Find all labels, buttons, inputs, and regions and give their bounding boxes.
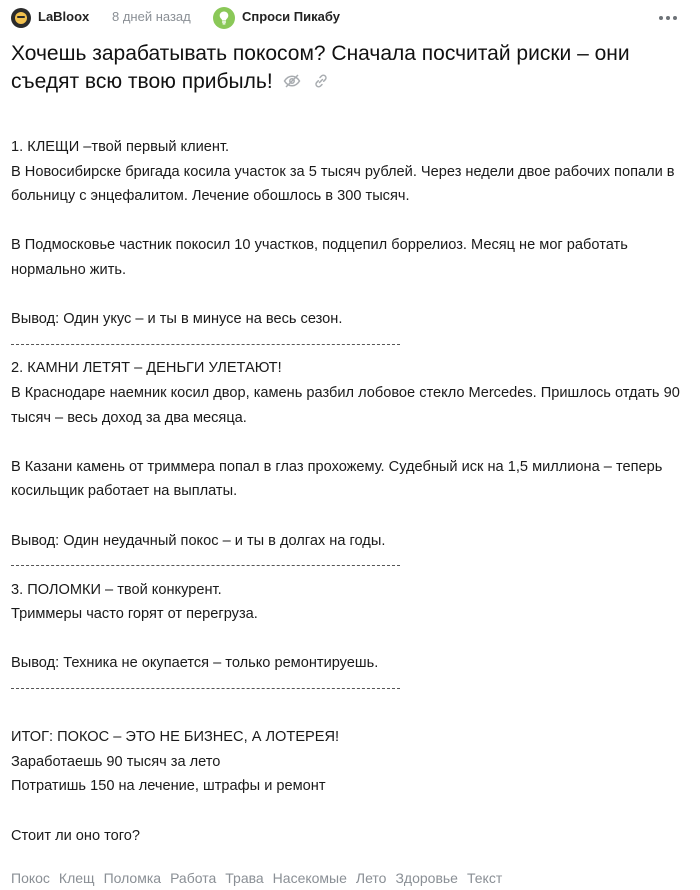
more-dots-icon[interactable]: [657, 8, 679, 28]
author-avatar[interactable]: [11, 8, 31, 28]
post-text-line: ИТОГ: ПОКОС – ЭТО НЕ БИЗНЕС, А ЛОТЕРЕЯ!: [11, 729, 340, 746]
post-text-line: Триммеры часто горят от перегруза.: [11, 606, 258, 623]
post-text-line: больницу с энцефалитом. Лечение обошлось в 300 тысяч.: [11, 188, 410, 205]
eye-off-icon[interactable]: [283, 69, 301, 97]
post-text-line: 3. ПОЛОМКИ – твой конкурент.: [11, 581, 222, 598]
avatar-image: [15, 12, 27, 24]
author-name[interactable]: LaBloox: [38, 9, 90, 24]
post-text-line: Стоит ли оно того?: [11, 827, 141, 844]
post-time: 8 дней назад: [112, 9, 191, 24]
tag-link[interactable]: Покос: [11, 870, 50, 886]
title-actions: [283, 68, 341, 96]
tag-list: [11, 870, 511, 890]
lightbulb-icon[interactable]: [213, 7, 235, 29]
tag-link[interactable]: Клещ: [58, 870, 95, 886]
post-text-line: В Казани камень от триммера попал в глаз прохожему. Судебный иск на 1,5 миллиона – теперь: [11, 458, 663, 475]
section-divider: [11, 332, 691, 357]
blank-line: [11, 209, 691, 234]
blank-line: [11, 504, 691, 529]
blank-line: [11, 701, 691, 726]
community-name[interactable]: Спроси Пикабу: [242, 9, 340, 24]
post-text-line: Вывод: Один укус – и ты в минусе на весь сезон.: [11, 311, 343, 328]
tag-link[interactable]: Текст: [466, 870, 503, 886]
post-text-line: Вывод: Техника не окупается – только ремонтируешь.: [11, 655, 379, 672]
tag-link[interactable]: Трава: [225, 870, 264, 886]
tag-link[interactable]: Работа: [170, 870, 217, 886]
post-header: [0, 0, 700, 36]
post-text-line: тысяч – весь доход за два месяца.: [11, 409, 247, 426]
post-text-line: 2. КАМНИ ЛЕТЯТ – ДЕНЬГИ УЛЕТАЮТ!: [11, 360, 282, 377]
post-text-line: В Подмосковье частник покосил 10 участков, подцепил боррелиоз. Месяц не мог работать: [11, 237, 628, 254]
section-divider: [11, 676, 691, 701]
post-title-text: Хочешь зарабатывать покосом? Сначала посчитай риски – они съедят всю твою прибыль!: [11, 42, 630, 93]
tag-link[interactable]: Насекомые: [272, 870, 347, 886]
post-text-line: Вывод: Один неудачный покос – и ты в долгах на годы.: [11, 532, 386, 549]
tag-link[interactable]: Поломка: [103, 870, 162, 886]
tag-link[interactable]: Лето: [355, 870, 387, 886]
post-body: [11, 135, 691, 848]
post-title: [11, 40, 671, 97]
post-text-line: В Краснодаре наемник косил двор, камень разбил лобовое стекло Mercedes. Пришлось отдать 90: [11, 384, 680, 401]
post-text-line: 1. КЛЕЩИ –твой первый клиент.: [11, 139, 230, 155]
post-text-line: Заработаешь 90 тысяч за лето: [11, 753, 221, 770]
blank-line: [11, 627, 691, 652]
post-text-line: В Новосибирске бригада косила участок за 5 тысяч рублей. Через недели двое рабочих попали в: [11, 163, 675, 180]
blank-line: [11, 799, 691, 824]
post-text-line: нормально жить.: [11, 261, 127, 278]
link-icon[interactable]: [313, 69, 329, 97]
blank-line: [11, 283, 691, 308]
post-text-line: Потратишь 150 на лечение, штрафы и ремонт: [11, 778, 326, 795]
blank-line: [11, 430, 691, 455]
section-divider: [11, 553, 691, 578]
post-text-line: косильщик работает на выплаты.: [11, 483, 238, 500]
tag-link[interactable]: Здоровье: [395, 870, 458, 886]
